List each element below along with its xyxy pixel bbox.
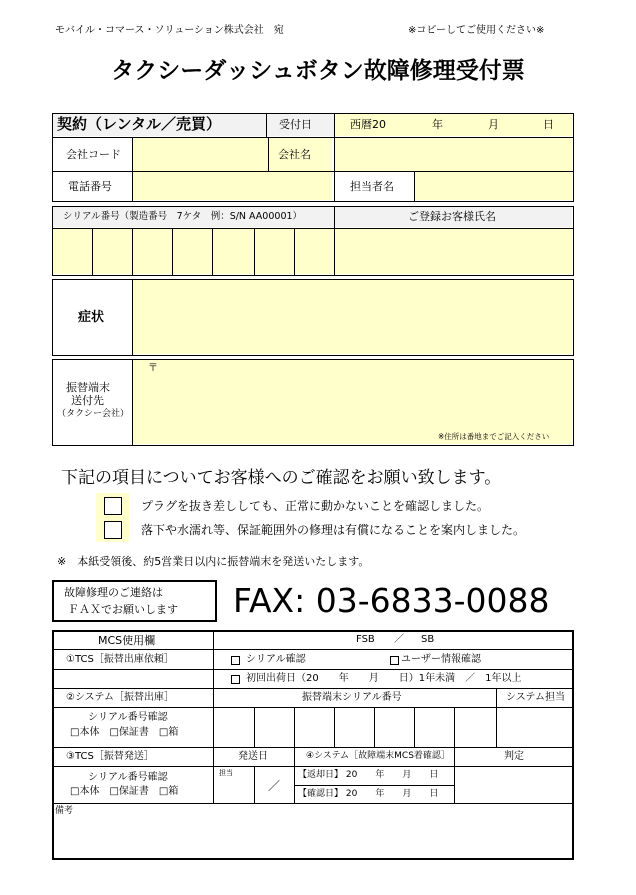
sb-label: SB [421,634,435,645]
serial-confirm-checkbox[interactable] [231,656,240,665]
contract-label: 契約（レンタル／売買） [57,115,222,133]
recipient-text: モバイル・コマース・ソリューション株式会社 宛 [55,25,284,36]
tcs1-label: ①TCS［振替出庫依頼］ [66,654,174,665]
confirm-item-2: 落下や水濡れ等、保証範囲外の修理は有償になることを案内しました。 [141,523,526,537]
confirm-item-1: プラグを抜き差ししても、正常に動かないことを確認しました。 [141,499,490,513]
return-date: 【返却日】 20 年 月 日 [298,770,439,780]
fsb-label: FSB [356,634,375,645]
shipping-label-2: 送付先 [71,394,104,407]
first-ship-date: 初回出荷日（20 年 月 日）1年未満 ／ 1年以上 [246,673,522,684]
items-check-row-2: □本体 □保証書 □箱 [70,786,179,797]
symptom-table [52,279,574,356]
fax-notice-line1: 故障修理のご連絡は [64,586,163,599]
mcs-title: MCS使用欄 [98,634,156,647]
user-info-checkbox[interactable] [390,656,399,665]
shipping-label-3: （タクシー会社） [57,409,130,419]
serial-check-label: シリアル番号確認 [88,712,168,723]
confirmation-heading: 下記の項目についてお客様へのご確認をお願い致します。 [61,468,502,488]
reception-date-label: 受付日 [279,118,312,131]
remarks-label: 備考 [55,806,74,816]
postal-mark: 〒 [148,363,158,374]
system4-label: ④システム［故障端末MCS着確認］ [306,751,450,761]
shipping-notice: ※ 本紙受領後、約5営業日以内に振替端末を発送いたします。 [57,555,370,568]
serial-label: シリアル番号（製造番号 7ケタ 例：S/N AA00001） [63,211,303,222]
month-label: 月 [488,118,499,131]
person-small-label: 担当 [219,769,233,777]
confirm-date: 【確認日】 20 年 月 日 [298,789,439,799]
fax-number: FAX: 03-6833-0088 [233,581,550,620]
page-title: タクシーダッシュボタン故障修理受付票 [111,58,525,84]
tcs3-label: ③TCS［振替発送］ [66,751,154,762]
person-slash: ／ [268,779,281,793]
judgement-label: 判定 [504,751,524,762]
system2-label: ②システム［振替出庫］ [66,692,174,703]
system-person-label: システム担当 [506,692,565,703]
copy-note: ※コピーしてご使用ください※ [408,25,545,36]
fsb-sb-slash: ／ [394,634,404,645]
first-ship-checkbox[interactable] [231,675,240,684]
fax-notice-line2: ＦＡＸでお願いします [68,603,178,616]
era-label: 西暦20 [350,118,386,131]
customer-name-label: ご登録お客様氏名 [408,210,496,223]
serial-confirm-label: シリアル確認 [246,654,306,665]
phone-label: 電話番号 [68,180,112,193]
company-name-label: 会社名 [278,148,311,161]
company-code-label: 会社コード [66,148,121,161]
items-check-row-1: □本体 □保証書 □箱 [70,727,179,738]
address-note: ※住所は番地までご記入ください [438,432,550,441]
symptom-label: 症状 [78,310,105,325]
person-label: 担当者名 [350,180,394,193]
year-label: 年 [432,118,443,131]
ship-date-label: 発送日 [238,751,268,762]
confirm-check-1[interactable] [104,497,122,515]
serial-check-label-2: シリアル番号確認 [88,772,168,783]
day-label: 日 [543,118,554,131]
user-info-label: ユーザー情報確認 [401,654,481,665]
shipping-label-1: 振替端末 [66,381,110,394]
confirm-check-2[interactable] [104,521,122,539]
replacement-serial-label: 振替端末シリアル番号 [302,692,402,703]
